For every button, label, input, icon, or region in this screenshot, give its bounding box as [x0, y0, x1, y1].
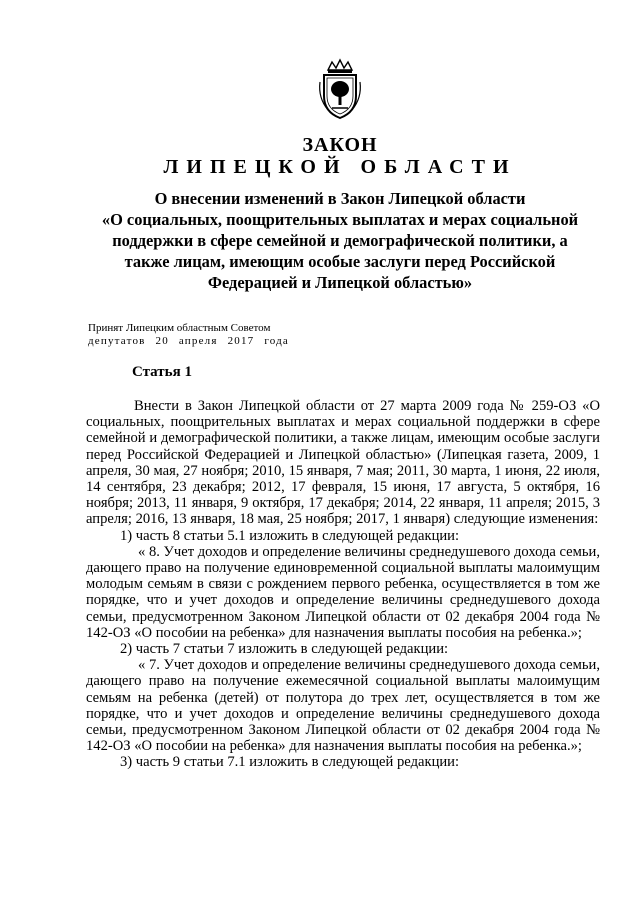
heading-line: «О социальных, поощрительных выплатах и мерах социальной — [101, 210, 579, 229]
article-body — [86, 398, 600, 771]
paragraph: « 7. Учет доходов и определение величины среднедушевого дохода семьи, дающего право на получение ежемесячной социальной выплаты малоимущим семьям на ребенка (детей) от полутора до трех лет, осуществляется в том же порядке, что и учет доходов и определение величины среднедушевого дохода семьи, предусмотренном Законом Липецкой области от 02 декабря 2004 года № 142-ОЗ «О пособии на ребенка» для назначения выплаты пособия на ребенка.»; — [86, 657, 600, 755]
adoption-line-2: депутатов 20 апреля 2017 года — [88, 335, 290, 347]
paragraph: « 8. Учет доходов и определение величины среднедушевого дохода семьи, дающего право на получение единовременной социальной выплаты малоимущим молодым семьям в связи с рождением первого ребенка, осуществляется в том же порядке, что и учет доходов и определение величины среднедушевого дохода семьи, предусмотренном Законом Липецкой области от 02 декабря 2004 года № 142-ОЗ «О пособии на ребенка» для назначения выплаты пособия на ребенка.»; — [86, 543, 600, 641]
paragraph: Внести в Закон Липецкой области от 27 марта 2009 года № 259-ОЗ «О социальных, поощрительных выплатах и мерах социальной поддержки в сфере семейной и демографической политики, а также лицам, имеющим особые заслуги перед Российской Федерацией и Липецкой областью» (Липецкая газета, 2009, 1 апреля, 30 мая, 27 ноября; 2010, 15 января, 7 мая; 2011, 30 марта, 1 июня, 22 июля, 14 сентября, 23 декабря; 2012, 17 февраля, 15 июня, 17 августа, 5 октября, 16 ноября; 2013, 11 января, 9 октября, 17 декабря; 2014, 22 января, 11 апреля; 2015, 3 апреля; 2016, 13 января, 18 мая, 25 ноября; 2017, 1 января) следующие изменения: — [86, 398, 600, 528]
law-title: ЗАКОН — [302, 134, 378, 156]
adoption-line-1: Принят Липецким областным Советом — [88, 322, 271, 334]
adoption-note — [88, 322, 289, 348]
coat-of-arms-icon — [316, 58, 364, 120]
heading-line: О внесении изменений в Закон Липецкой области — [154, 189, 526, 208]
paragraph: 2) часть 7 статьи 7 изложить в следующей редакции: — [120, 641, 449, 658]
paragraph: 1) часть 8 статьи 5.1 изложить в следующей редакции: — [120, 527, 460, 544]
article-title: Статья 1 — [132, 364, 192, 380]
law-heading — [80, 188, 600, 293]
paragraph: 3) часть 9 статьи 7.1 изложить в следующей редакции: — [120, 754, 460, 771]
region-title: ЛИПЕЦКОЙ ОБЛАСТИ — [163, 156, 517, 178]
heading-line: также лицам, имеющим особые заслуги перед Российской — [124, 252, 556, 271]
heading-line: Федерацией и Липецкой областью» — [207, 273, 473, 292]
heading-line: поддержки в сфере семейной и демографической политики, а — [112, 231, 568, 250]
